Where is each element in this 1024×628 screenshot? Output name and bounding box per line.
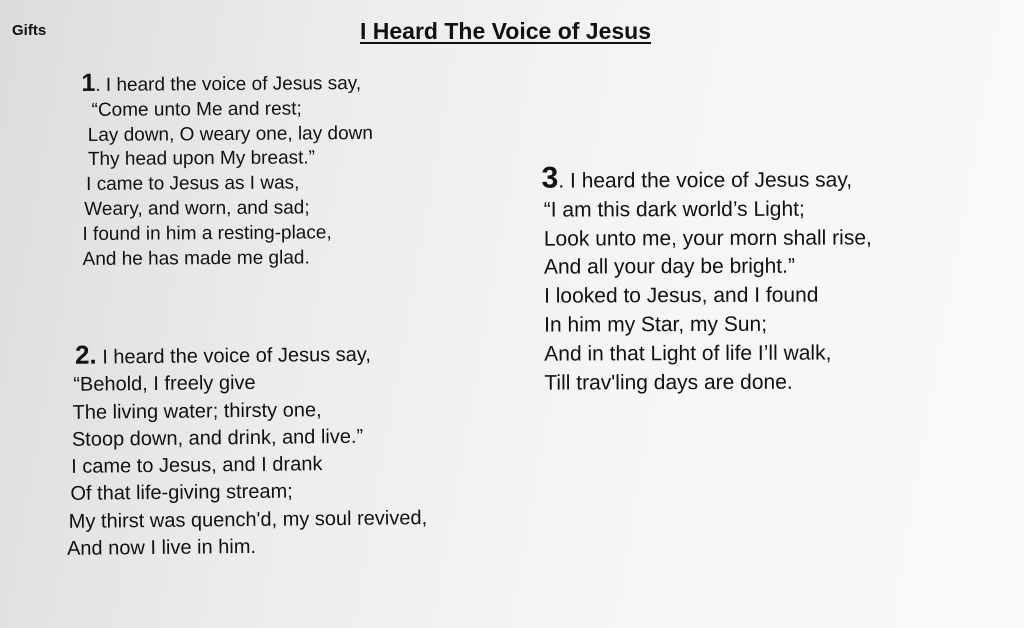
verse-line: “Behold, I freely give xyxy=(73,372,256,397)
verse-number: 1 xyxy=(81,68,96,98)
verse-line: Weary, and worn, and sad; xyxy=(84,197,310,220)
verse-line: Of that life-giving stream; xyxy=(70,480,293,506)
verse-line: Thy head upon My breast.” xyxy=(87,147,316,171)
verse-line: And he has made me glad. xyxy=(82,247,310,270)
verse-number: 3 xyxy=(541,161,559,195)
verse-line: My thirst was quench'd, my soul revived, xyxy=(68,506,428,533)
verse-line: Stoop down, and drink, and live.” xyxy=(71,425,364,451)
verse-line: Till trav'ling days are done. xyxy=(544,370,793,395)
verse-line: 3. I heard the voice of Jesus say, xyxy=(541,161,853,195)
verse-line: Lay down, O weary one, lay down xyxy=(87,122,373,146)
hymn-title: I Heard The Voice of Jesus xyxy=(360,18,652,44)
verse-line: And all your day be bright.” xyxy=(543,255,795,279)
verse-line: In him my Star, my Sun; xyxy=(544,312,768,337)
verse-line: Look unto me, your morn shall rise, xyxy=(543,226,872,251)
verse-line: The living water; thirsty one, xyxy=(72,398,322,424)
section-label: Gifts xyxy=(12,22,47,39)
verse-line: And now I live in him. xyxy=(66,535,257,560)
verse-line: I found in him a resting-place, xyxy=(82,222,332,245)
verse-line: “I am this dark world’s Light; xyxy=(543,197,805,222)
verse-2 xyxy=(65,338,428,563)
verse-line: I looked to Jesus, and I found xyxy=(544,283,819,308)
verse-line: I came to Jesus, and I drank xyxy=(71,453,323,479)
verse-line: “Come unto Me and rest; xyxy=(91,98,302,121)
verse-line: And in that Light of life I’ll walk, xyxy=(544,341,832,366)
verse-number: 2. xyxy=(74,339,97,370)
verse-line: 2. I heard the voice of Jesus say, xyxy=(74,339,372,370)
verse-line: 1. I heard the voice of Jesus say, xyxy=(81,68,362,98)
verse-1 xyxy=(81,69,374,272)
verse-line: I came to Jesus as I was, xyxy=(86,172,300,196)
verse-3 xyxy=(542,163,873,398)
